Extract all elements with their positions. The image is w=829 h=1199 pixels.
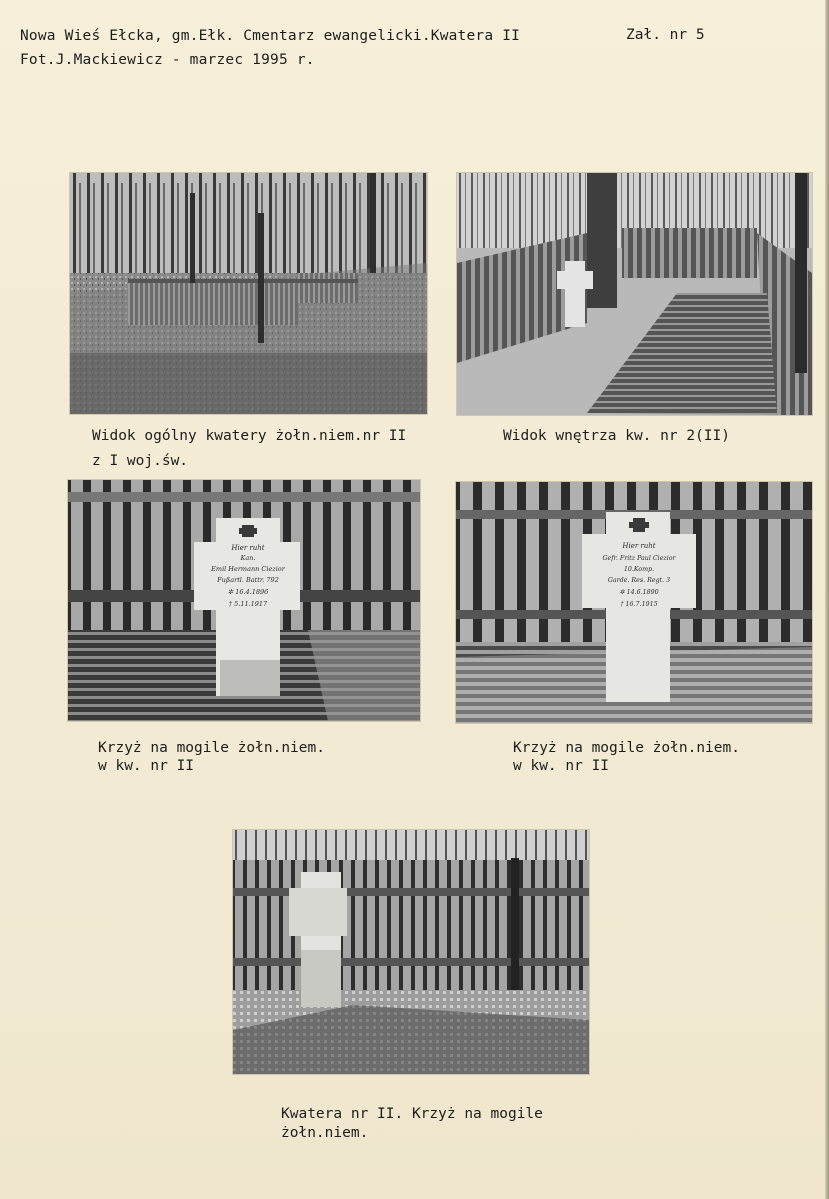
photo-general-view xyxy=(70,173,427,414)
photo-cross-fritz-image xyxy=(456,482,812,723)
page-edge xyxy=(825,0,829,1199)
caption-general-view-line2: z I woj.św. xyxy=(92,453,189,469)
cross-emil-text-1: Hier ruht xyxy=(231,544,265,552)
photo-quarter-cross-image xyxy=(233,830,589,1074)
photo-cross-emil xyxy=(68,480,420,721)
caption-quarter-cross-line1: Kwatera nr II. Krzyż na mogile xyxy=(281,1106,543,1122)
cross-fritz-text-2: Gefr. Fritz Paul Ciezior xyxy=(602,555,676,562)
cross-emil-text-6: † 5.11.1917 xyxy=(228,600,268,608)
photo-general-view-image xyxy=(70,173,427,414)
header-photographer: Fot.J.Mackiewicz - marzec 1995 r. xyxy=(20,52,315,68)
cross-fritz-text-3: 10.Komp. xyxy=(623,566,655,573)
photo-cross-fritz xyxy=(456,482,812,723)
caption-quarter-cross-line2: żołn.niem. xyxy=(281,1125,369,1141)
cross-fritz-text-1: Hier ruht xyxy=(622,542,656,550)
photo-quarter-cross xyxy=(233,830,589,1074)
cross-fritz-text-5: ✲ 14.6.1890 xyxy=(619,589,659,596)
header-title: Nowa Wieś Ełcka, gm.Ełk. Cmentarz ewangelicki.Kwatera II xyxy=(20,28,521,44)
cross-emil-text-3: Emil Hermann Ciezior xyxy=(211,565,285,573)
photo-interior-view xyxy=(457,173,812,415)
caption-cross-emil-line1: Krzyż na mogile żołn.niem. xyxy=(98,740,325,756)
caption-cross-fritz-line2: w kw. nr II xyxy=(513,758,610,774)
photo-interior-view-image xyxy=(457,173,812,415)
cross-fritz-text-6: † 16.7.1915 xyxy=(620,601,658,608)
photo-cross-emil-image xyxy=(68,480,420,721)
caption-interior-view: Widok wnętrza kw. nr 2(II) xyxy=(503,428,730,444)
caption-cross-fritz-line1: Krzyż na mogile żołn.niem. xyxy=(513,740,740,756)
cross-emil-text-5: ✲ 16.4.1896 xyxy=(227,588,269,596)
cross-emil-text-2: Kan. xyxy=(240,554,256,562)
cross-fritz-text-4: Garde. Res. Regt. 3 xyxy=(607,577,671,584)
attachment-number: Zał. nr 5 xyxy=(626,27,705,43)
caption-cross-emil-line2: w kw. nr II xyxy=(98,758,195,774)
caption-general-view-line1: Widok ogólny kwatery żołn.niem.nr II xyxy=(92,428,407,444)
cross-emil-text-4: Fußartl. Battr. 792 xyxy=(217,576,279,584)
